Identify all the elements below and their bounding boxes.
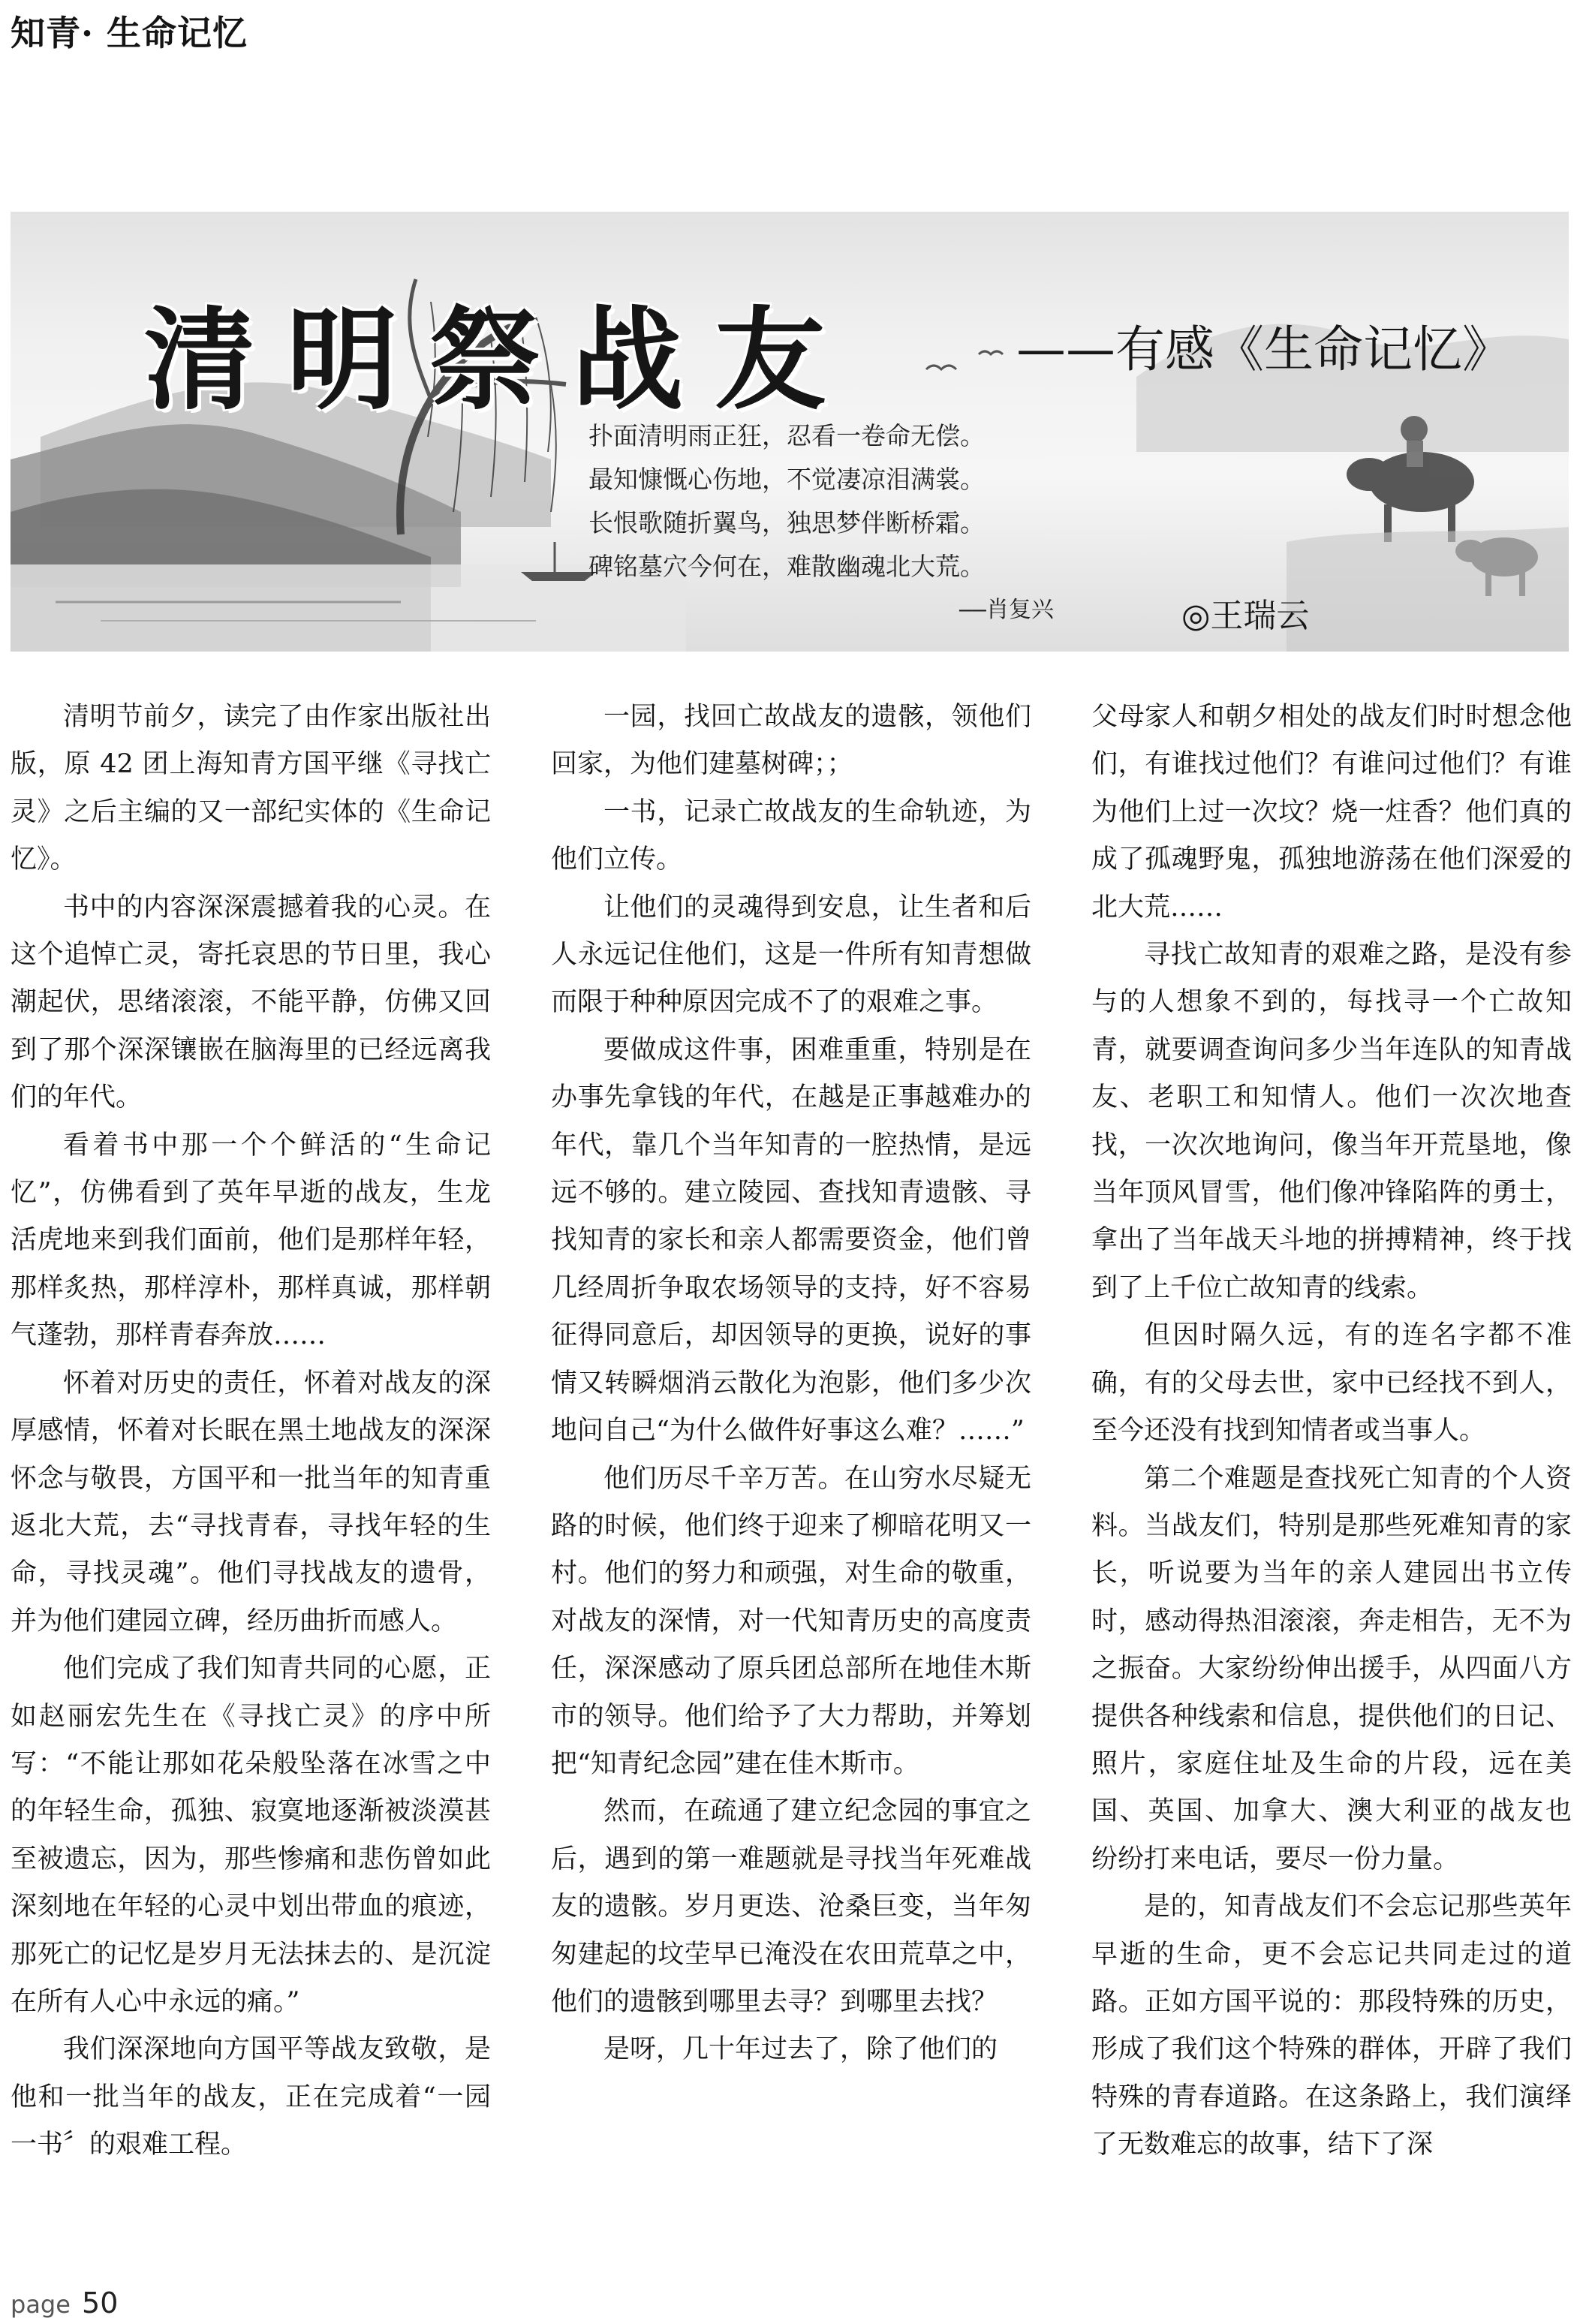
paragraph: 然而，在疏通了建立纪念园的事宜之后，遇到的第一难题就是寻找当年死难战友的遗骸。岁月更迭、沧桑巨变，当年匆匆建起的坟茔早已淹没在农田荒草之中，他们的遗骸到哪里去寻？到哪里去找？ [551,1796,1031,2017]
poem-author: ——肖复兴 [959,597,1054,623]
article-body [11,694,1572,2210]
paragraph: 怀着对历史的责任，怀着对战友的深厚感情，怀着对长眠在黑土地战友的深深怀念与敬畏，方国平和一批当年的知青重返北大荒，去“寻找青春，寻找年轻的生命，寻找灵魂”。他们寻找战友的遗骨，并为他们建园立碑，经历曲折而感人。 [11,1368,491,1636]
text-column-1 [11,694,491,2169]
paragraph: 我们深深地向方国平等战友致敬，是他和一批当年的战友，正在完成着“一园一书〞的艰难工程。 [11,2034,491,2160]
page-label: page [11,2290,71,2319]
paragraph: 是的，知青战友们不会忘记那些英年早逝的生命，更不会忘记共同走过的道路。正如方国平说的：那段特殊的历史，形成了我们这个特殊的群体，开辟了我们特殊的青春道路。在这条路上，我们演绎了无数难忘的故事，结下了深 [1091,1892,1572,2160]
paragraph: 书中的内容深深震撼着我的心灵。在这个追悼亡灵，寄托哀思的节日里，我心潮起伏，思绪滚滚，不能平静，仿佛又回到了那个深深镶嵌在脑海里的已经远离我们的年代。 [11,892,491,1113]
poem-line: 扑面清明雨正狂，忍看一卷命无偿。 [588,421,985,450]
paragraph: 他们历尽千辛万苦。在山穷水尽疑无路的时候，他们终于迎来了柳暗花明又一村。他们的努力和顽强，对生命的敬重，对战友的深情，对一代知青历史的高度责任，深深感动了原兵团总部所在地佳木斯市的领导。他们给予了大力帮助，并筹划把“知青纪念园”建在佳木斯市。 [551,1463,1031,1779]
epigraph-poem [588,414,1069,632]
section-label: 知青· 生命记忆 [11,13,248,53]
paragraph: 一园，找回亡故战友的遗骸，领他们回家，为他们建墓树碑；； [551,702,1031,780]
poem-line: 最知慷慨心伤地，不觉凄凉泪满裳。 [588,465,985,494]
paragraph: 他们完成了我们知青共同的心愿，正如赵丽宏先生在《寻找亡灵》的序中所写：“不能让那如花朵般坠落在冰雪之中的年轻生命，孤独、寂寞地逐渐被淡漠甚至被遗忘，因为，那些惨痛和悲伤曾如此深刻地在年轻的心灵中划出带血的痕迹，那死亡的记忆是岁月无法抹去的、是沉淀在所有人心中永远的痛。” [11,1654,491,2017]
paragraph: 一书，记录亡故战友的生命轨迹，为他们立传。 [551,796,1031,875]
paragraph: 寻找亡故知青的艰难之路，是没有参与的人想象不到的，每找寻一个亡故知青，就要调查询问多少当年连队的知青战友、老职工和知情人。他们一次次地查找，一次次地询问，像当年开荒垦地，像当年顶风冒雪，他们像冲锋陷阵的勇士，拿出了当年战天斗地的拼搏精神，终于找到了上千位亡故知青的线索。 [1091,940,1572,1303]
paragraph: 但因时隔久远，有的连名字都不准确，有的父母去世，家中已经找不到人，至今还没有找到知情者或当事人。 [1091,1320,1572,1446]
paragraph: 看着书中那一个个鲜活的“生命记忆”，仿佛看到了英年早逝的战友，生龙活虎地来到我们面前，他们是那样年轻，那样炙热，那样淳朴，那样真诚，那样朝气蓬勃，那样青春奔放…… [11,1130,491,1351]
article-title: 清明祭战友 [144,296,857,425]
paragraph: 清明节前夕，读完了由作家出版社出版，原 42 团上海知青方国平继《寻找亡灵》之后主编的又一部纪实体的《生命记忆》。 [11,702,491,875]
text-column-2 [551,694,1031,2074]
article-byline: ◎王瑞云 [1181,597,1310,635]
poem-line: 碑铭墓穴今何在，难散幽魂北大荒。 [588,552,985,581]
title-banner [11,212,1569,652]
text-column-3 [1091,694,1572,2169]
article-subtitle: ——有感《生命记忆》 [1016,321,1512,378]
paragraph: 是呀，几十年过去了，除了他们的 [603,2034,998,2065]
paragraph: 让他们的灵魂得到安息，让生者和后人永远记住他们，这是一件所有知青想做而限于种种原因完成不了的艰难之事。 [551,892,1031,1018]
paragraph: 要做成这件事，困难重重，特别是在办事先拿钱的年代，在越是正事越难办的年代，靠几个当年知青的一腔热情，是远远不够的。建立陵园、查找知青遗骸、寻找知青的家长和亲人都需要资金，他们曾几经周折争取农场领导的支持，好不容易征得同意后，却因领导的更换，说好的事情又转瞬烟消云散化为泡影，他们多少次地问自己“为什么做件好事这么难？……” [551,1034,1031,1446]
paragraph: 父母家人和朝夕相处的战友们时时想念他们，有谁找过他们？有谁问过他们？有谁为他们上过一次坟？烧一炷香？他们真的成了孤魂野鬼，孤独地游荡在他们深爱的北大荒…… [1091,702,1572,923]
page-footer [11,2286,118,2319]
paragraph: 第二个难题是查找死亡知青的个人资料。当战友们，特别是那些死难知青的家长，听说要为当年的亲人建园出书立传时，感动得热泪滚滚，奔走相告，无不为之振奋。大家纷纷伸出援手，从四面八方提供各种线索和信息，提供他们的日记、照片，家庭住址及生命的片段，远在美国、英国、加拿大、澳大利亚的战友也 纷纷打来电话，要尽一份力量。 [1091,1463,1572,1874]
page-number: 50 [82,2286,119,2319]
poem-line: 长恨歌随折翼鸟，独思梦伴断桥霜。 [588,508,985,537]
